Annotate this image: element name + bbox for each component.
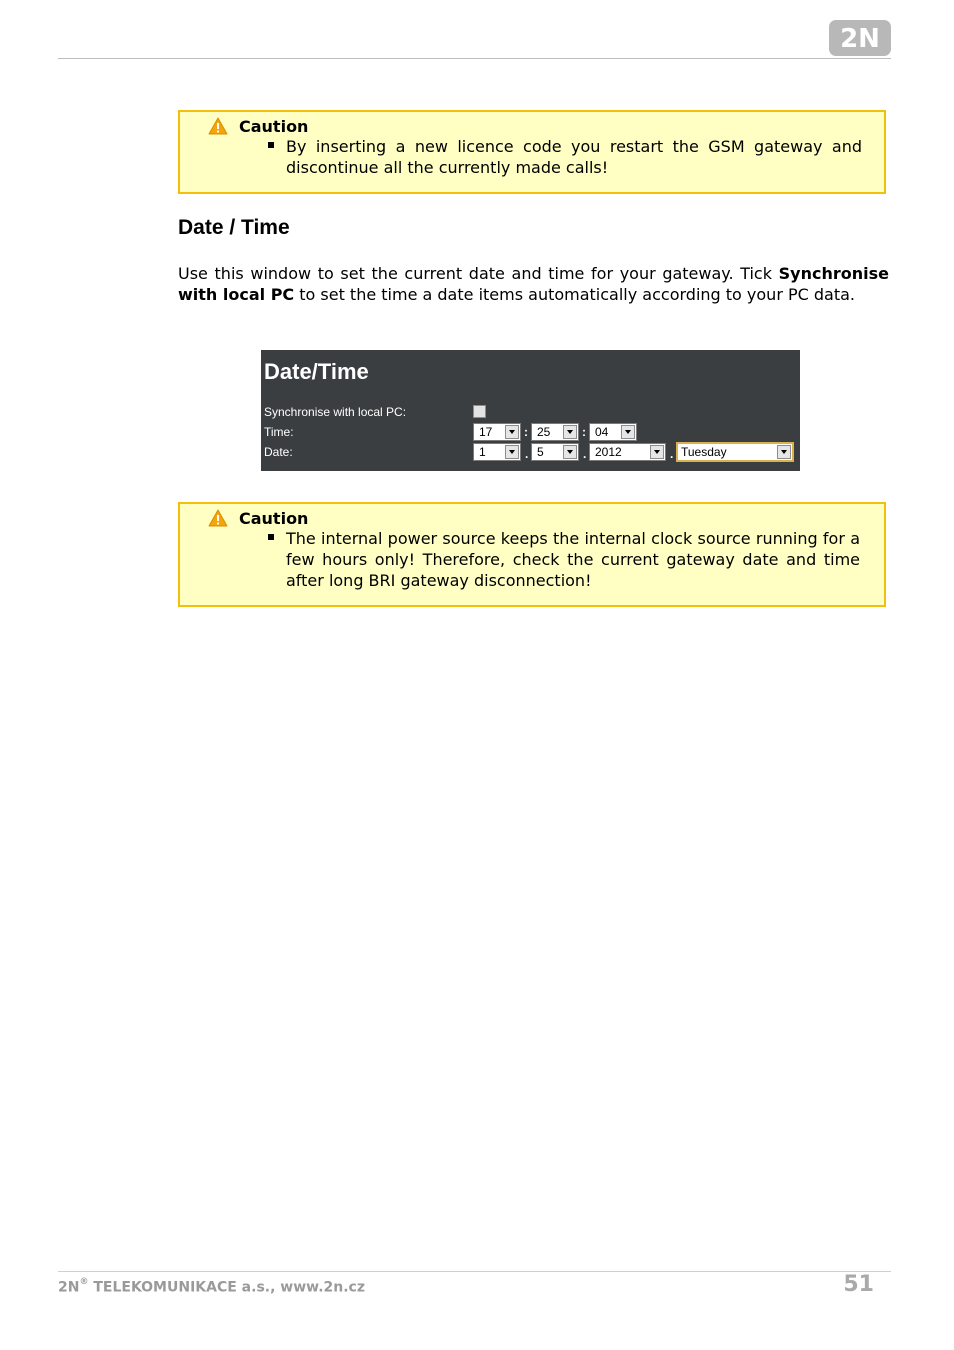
date-separator: . [525, 447, 529, 461]
chevron-down-icon[interactable] [563, 445, 577, 459]
chevron-down-icon[interactable] [563, 425, 577, 439]
year-value: 2012 [595, 445, 622, 459]
time-separator: : [582, 425, 586, 439]
hour-value: 17 [479, 425, 493, 439]
footer-company [58, 1279, 365, 1296]
chevron-down-icon[interactable] [505, 425, 519, 439]
caution-box [178, 110, 886, 194]
caution-text: By inserting a new licence code you restart the GSM gateway and discontinue all the currently made calls! [286, 137, 862, 177]
intro-text: Use this window to set the current date and time for your gateway. Tick [178, 264, 779, 283]
logo-text: 2N [840, 24, 880, 54]
intro-text-end: to set the time a date items automatically according to your PC data. [294, 285, 856, 304]
caution-title: Caution [239, 509, 309, 528]
day-select[interactable] [473, 443, 521, 461]
time-label: Time: [264, 425, 294, 439]
caution-title: Caution [239, 117, 309, 136]
datetime-panel [261, 350, 800, 471]
bullet-icon [268, 142, 274, 148]
footer-company-rest: TELEKOMUNIKACE a.s., www.2n.cz [88, 1279, 365, 1296]
time-separator: : [524, 425, 528, 439]
header-divider [58, 58, 891, 59]
caution-text: The internal power source keeps the internal clock source running for a few hours only! Therefore, check the current gateway date and time after long BRI gateway disconnection! [286, 529, 860, 590]
panel-title: Date/Time [264, 359, 369, 384]
intro-bold-term: Synchronise with local PC [178, 264, 889, 304]
page-number: 51 [843, 1272, 874, 1297]
intro-paragraph [178, 263, 889, 305]
month-value: 5 [537, 445, 544, 459]
warning-icon [208, 509, 228, 527]
section-title: Date / Time [178, 216, 290, 239]
bullet-icon [268, 534, 274, 540]
day-value: 1 [479, 445, 486, 459]
date-separator: . [583, 447, 587, 461]
sync-checkbox[interactable] [473, 405, 486, 418]
footer-brand: 2N [58, 1279, 80, 1296]
hour-select[interactable] [473, 423, 521, 441]
minute-value: 25 [537, 425, 551, 439]
date-label: Date: [264, 445, 293, 459]
minute-select[interactable] [531, 423, 579, 441]
footer-divider [58, 1271, 891, 1272]
caution-box [178, 502, 886, 607]
chevron-down-icon[interactable] [505, 445, 519, 459]
weekday-select[interactable] [676, 442, 794, 462]
date-separator: . [670, 447, 674, 461]
second-select[interactable] [589, 423, 637, 441]
registered-mark: ® [79, 1277, 89, 1287]
month-select[interactable] [531, 443, 579, 461]
chevron-down-icon[interactable] [621, 425, 635, 439]
sync-label: Synchronise with local PC: [264, 405, 407, 419]
weekday-value: Tuesday [681, 445, 727, 459]
warning-icon [208, 117, 228, 135]
chevron-down-icon[interactable] [650, 445, 664, 459]
2n-logo [828, 19, 892, 57]
chevron-down-icon[interactable] [777, 445, 791, 459]
year-select[interactable] [589, 443, 666, 461]
second-value: 04 [595, 425, 609, 439]
